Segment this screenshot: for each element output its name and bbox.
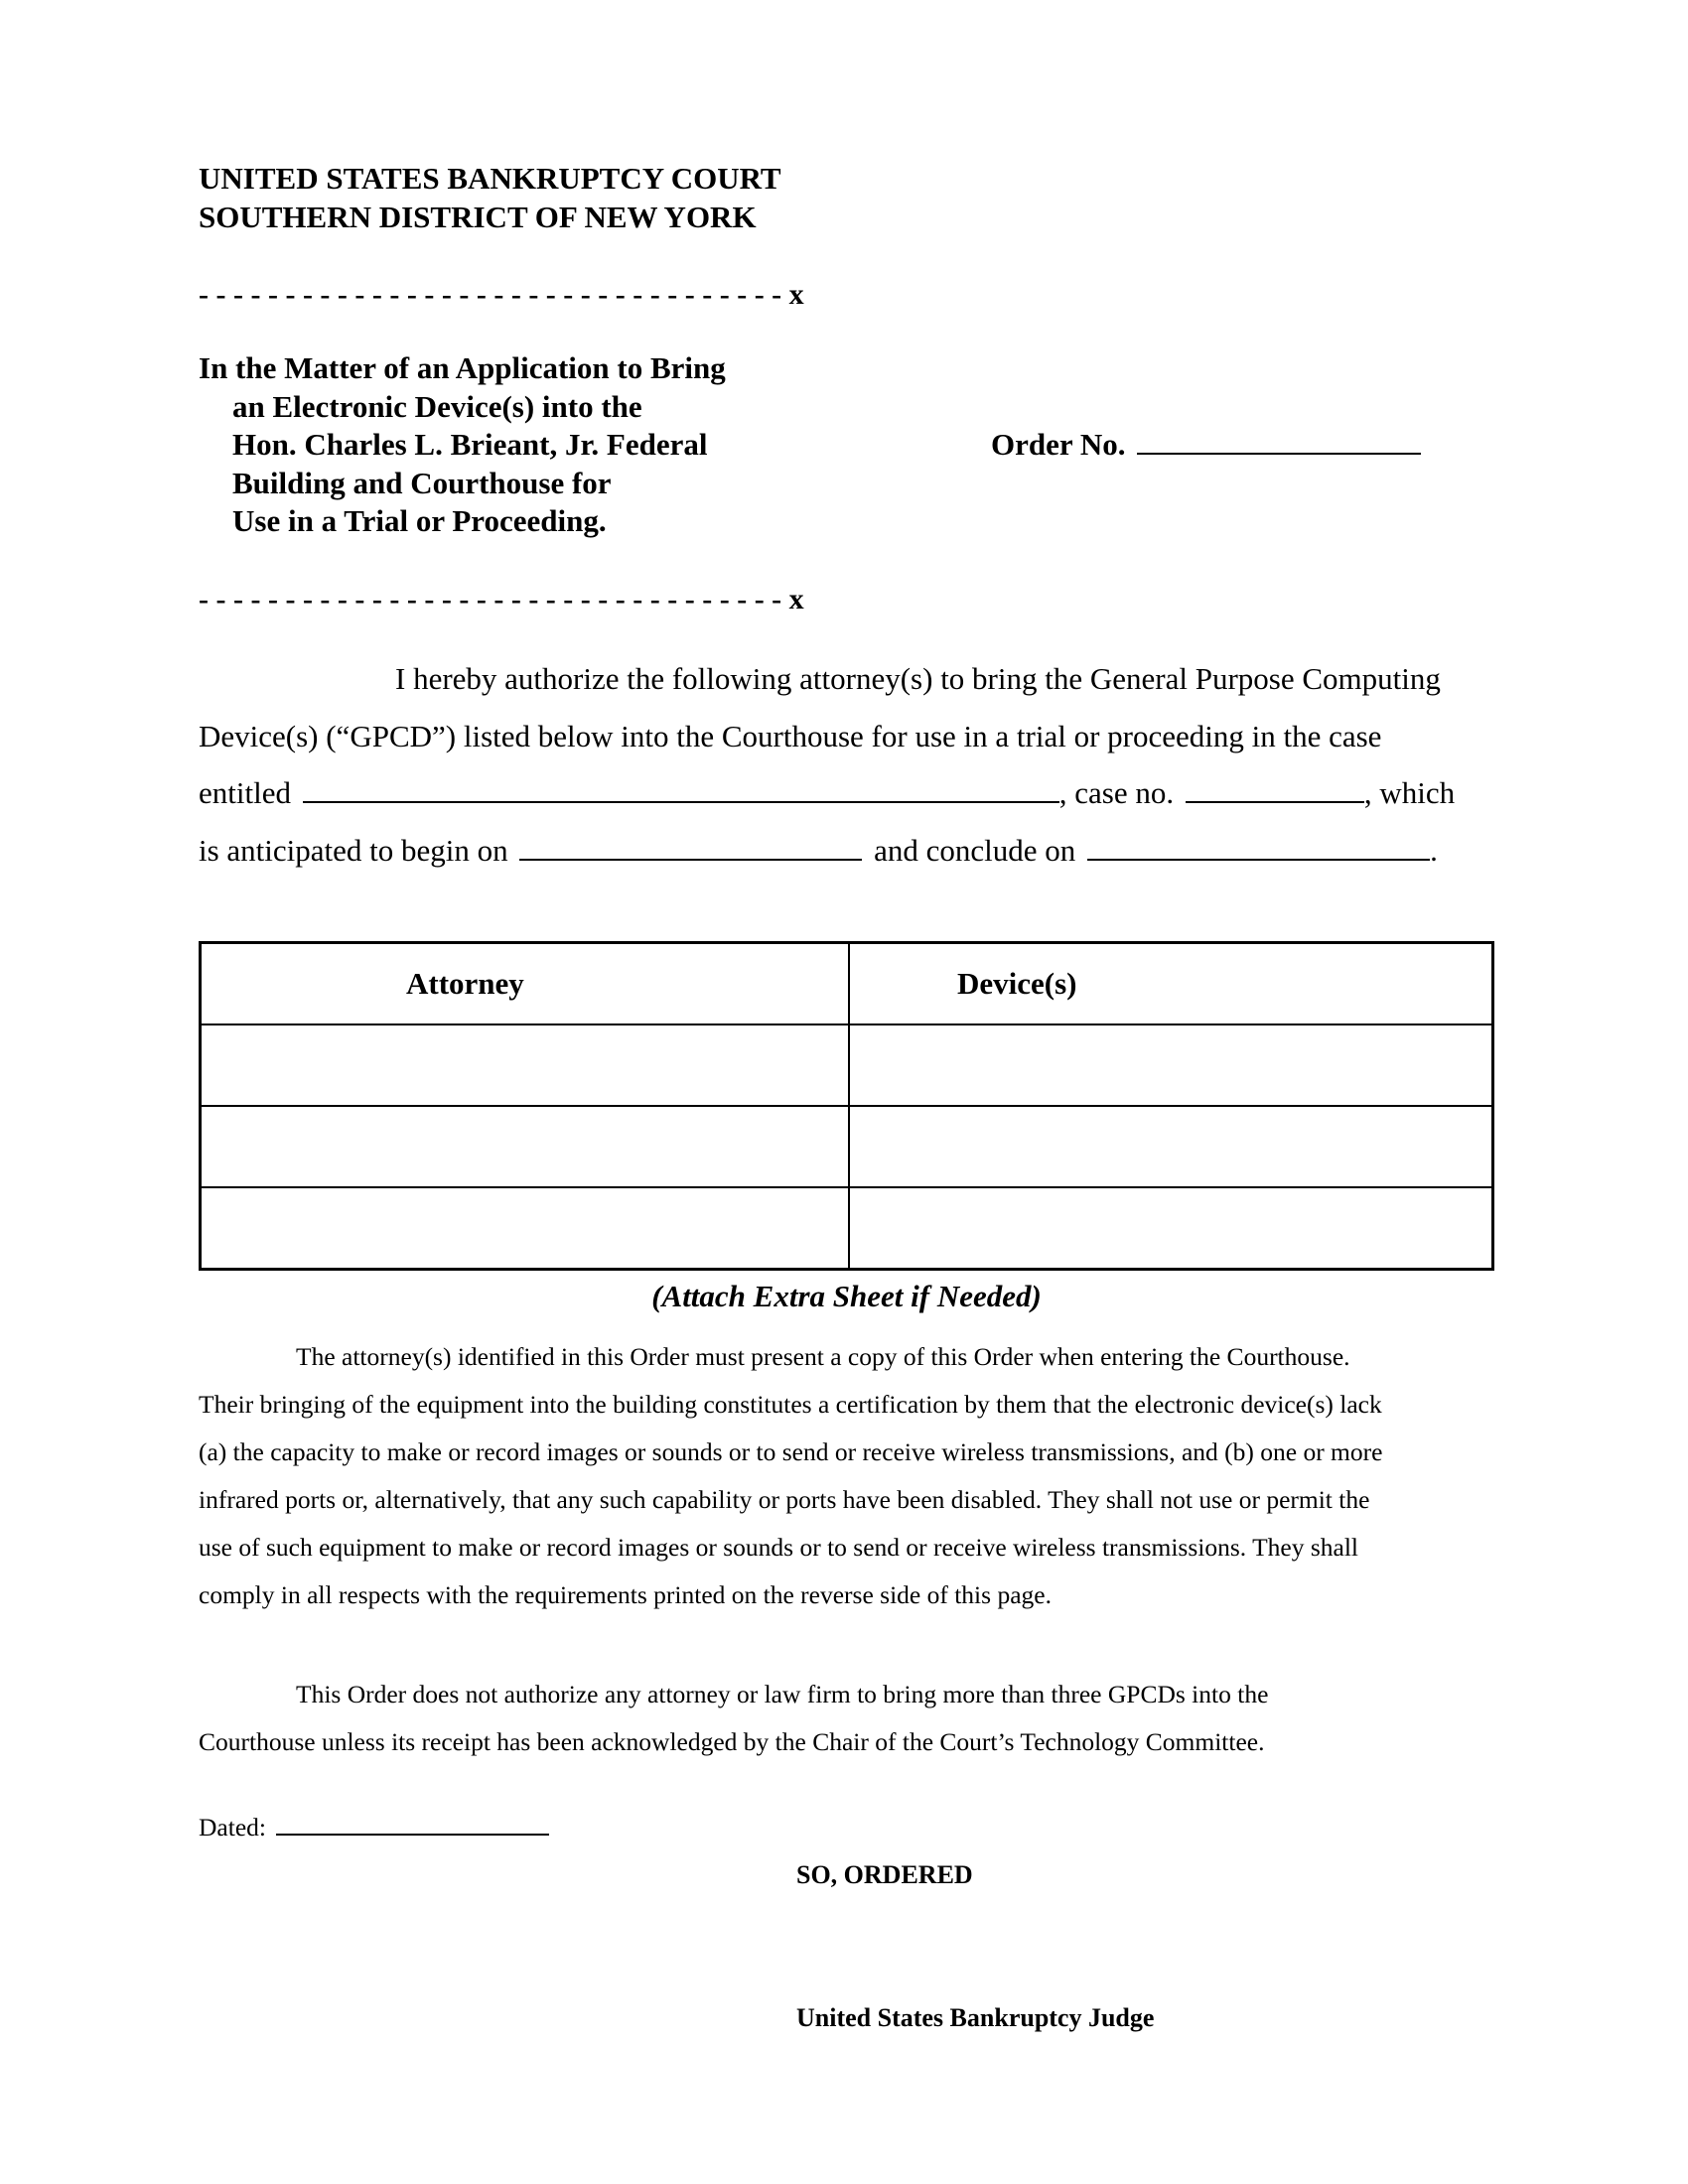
dated-line — [199, 1813, 553, 1843]
case-title-field[interactable] — [303, 797, 1059, 803]
court-district: SOUTHERN DISTRICT OF NEW YORK — [199, 200, 757, 234]
order-number-field[interactable] — [1137, 449, 1421, 455]
begin-date-field[interactable] — [519, 855, 862, 861]
attorney-device-table — [199, 941, 1494, 1271]
certification-line: Their bringing of the equipment into the building constitutes a certification by them that the electronic device(s) lack — [199, 1390, 1382, 1419]
court-heading — [199, 159, 781, 236]
column-header-devices: Device(s) — [849, 943, 1493, 1025]
authorization-line — [199, 822, 1489, 880]
case-caption — [199, 349, 726, 541]
so-ordered: SO, ORDERED — [796, 1860, 973, 1889]
device-cell[interactable] — [849, 1024, 1493, 1106]
caption-divider-top: - - - - - - - - - - - - - - - - - - - - - - - - - - - - - - - - - - x — [199, 278, 804, 311]
caption-line: Hon. Charles L. Brieant, Jr. Federal — [232, 427, 708, 462]
judge-signature-title: United States Bankruptcy Judge — [796, 2003, 1155, 2032]
attach-extra-sheet-note: (Attach Extra Sheet if Needed) — [651, 1279, 1042, 1313]
certification-paragraph — [199, 1333, 1494, 1619]
entitled-label: entitled — [199, 775, 291, 810]
table-row — [201, 1106, 1493, 1187]
device-cell[interactable] — [849, 1187, 1493, 1270]
case-no-label: , case no. — [1058, 775, 1175, 810]
dated-label: Dated: — [199, 1813, 266, 1842]
table-row — [201, 1187, 1493, 1270]
authorization-line: Device(s) (“GPCD”) listed below into the Courthouse for use in a trial or proceeding in the case — [199, 718, 1382, 753]
order-number-label: Order No. — [991, 427, 1126, 462]
caption-line: an Electronic Device(s) into the — [232, 388, 642, 424]
period: . — [1430, 832, 1438, 868]
attorney-cell[interactable] — [201, 1106, 850, 1187]
order-number — [991, 427, 1425, 463]
certification-line: infrared ports or, alternatively, that any such capability or ports have been disabled. They shall not use or permit the — [199, 1485, 1370, 1514]
authorization-paragraph — [199, 650, 1489, 879]
which-label: , which — [1363, 775, 1456, 810]
authorization-line — [199, 764, 1489, 822]
certification-line: use of such equipment to make or record images or sounds or to send or receive wireless transmissions. They shall — [199, 1533, 1359, 1562]
limit-paragraph — [199, 1671, 1494, 1766]
case-number-field[interactable] — [1186, 797, 1364, 803]
court-name: UNITED STATES BANKRUPTCY COURT — [199, 161, 781, 196]
conclude-label: and conclude on — [874, 832, 1076, 868]
caption-divider-bottom: - - - - - - - - - - - - - - - - - - - - - - - - - - - - - - - - - - x — [199, 583, 804, 615]
limit-line: This Order does not authorize any attorney or law firm to bring more than three GPCDs into the — [296, 1680, 1269, 1708]
column-header-attorney: Attorney — [201, 943, 850, 1025]
table-header-row — [201, 943, 1493, 1025]
limit-line: Courthouse unless its receipt has been acknowledged by the Chair of the Court’s Technology Committee. — [199, 1727, 1265, 1756]
caption-line: In the Matter of an Application to Bring — [199, 350, 726, 385]
caption-line: Use in a Trial or Proceeding. — [232, 503, 607, 538]
attorney-cell[interactable] — [201, 1187, 850, 1270]
authorization-line: I hereby authorize the following attorney(s) to bring the General Purpose Computing — [395, 661, 1441, 696]
begin-label: is anticipated to begin on — [199, 832, 508, 868]
attorney-cell[interactable] — [201, 1024, 850, 1106]
caption-line: Building and Courthouse for — [232, 465, 612, 500]
table-row — [201, 1024, 1493, 1106]
conclude-date-field[interactable] — [1087, 855, 1430, 861]
dated-field[interactable] — [276, 1830, 549, 1836]
certification-line: (a) the capacity to make or record images or sounds or to send or receive wireless transmissions, and (b) one or more — [199, 1437, 1383, 1466]
certification-line: comply in all respects with the requirements printed on the reverse side of this page. — [199, 1580, 1052, 1609]
device-cell[interactable] — [849, 1106, 1493, 1187]
certification-line: The attorney(s) identified in this Order must present a copy of this Order when entering the Courthouse. — [296, 1342, 1350, 1371]
